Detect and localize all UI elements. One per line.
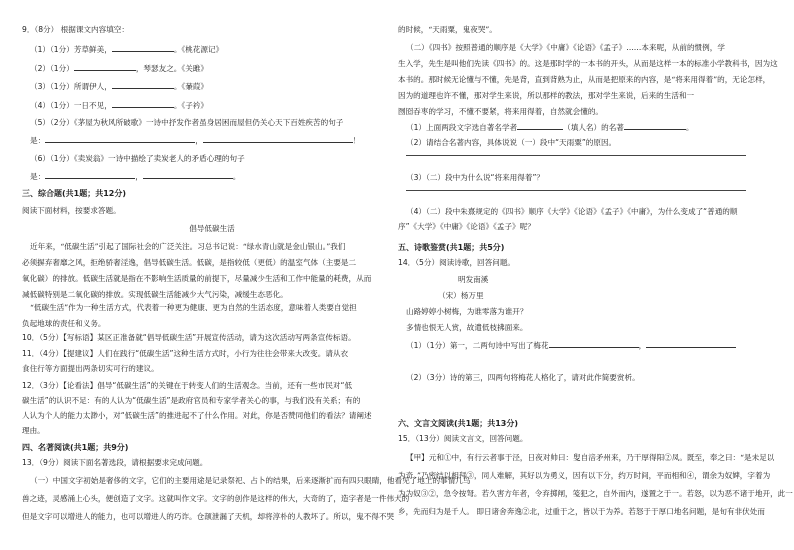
q10: 10．（5分）【写标语】某区正准备就“倡导低碳生活”开展宣传活动，请为这次活动写两条宣传标语。 [22, 333, 356, 342]
section-3-intro: 阅读下面材料，按要求答题。 [22, 206, 121, 215]
q13-sub-2: （2）请结合名著内容，具体说说（一）段中“天雨粟”的原因。 [406, 138, 617, 147]
answer-blank[interactable] [646, 339, 736, 348]
classical-text-line: 【甲】元和①中，有行云者事于泾，日夜对帅曰：叟自涪矛州来，乃干厚得阳②凤。既至，奉之曰：“是未足以 [406, 453, 775, 462]
q13-sub-3: （3）（二）段中为什么说“将来用得着”？ [406, 173, 544, 182]
q9-item-4: （4）（1分）一日不见， 。《子衿》 [30, 101, 208, 110]
q14-sub-2: （2）（3分）诗的第三，四两句将梅花人格化了，请对此作简要赏析。 [406, 373, 640, 382]
q14-sub-1: （1）（1分）第一，二两句诗中写出了梅花 ， [406, 339, 736, 352]
section-3-title: 三、综合题(共1题；共12分) [22, 189, 127, 198]
q12-line: 人认为个人的能力太渺小，对“低碳生活”的推进起不了什么作用。对此，你是否赞同他们的看法？请阐述 [22, 411, 372, 420]
classical-text-line: 乡，先而归为是千人。 即日诸舍奔逸②北，过重于之，皆以于为养。若怒于于厚口地名问题，是旬有非伏处而 [398, 507, 765, 516]
answer-blank[interactable] [45, 170, 135, 179]
article-line: “低碳生活”作为一种生活方式，代表着一种更为健康、更为自然的生活态度，意味着人类要自觉担 [30, 303, 357, 312]
q14: 14．（5分）阅读诗歌，回答问题。 [398, 258, 516, 267]
article-line: 近年来，“低碳生活”引起了国际社会的广泛关注。习总书记说：“绿水青山就是金山银山。”我们 [30, 242, 346, 251]
excerpt-line: 但是文字可以增进人的能力，也可以增进人的巧诈。仓颉泄漏了天机，却将淳朴的人教坏了。所以，鬼不得不哭 [22, 512, 395, 521]
answer-blank[interactable] [112, 99, 174, 108]
q11-line: 食住行等方面提出两条切实可行的建议。 [22, 364, 159, 373]
q12-line: 12．（3分）【论看法】倡导“低碳生活”的关键在于转变人们的生活观念。当前，还有一些市民对“低 [22, 381, 353, 390]
q9-item-6: （6）（1分）《卖炭翁》一诗中描绘了卖炭老人的矛盾心理的句子 [30, 154, 245, 163]
answer-blank[interactable] [112, 80, 174, 89]
classical-text-line: 为为奴③②，急令按弩。若久害方年者，令弃掷闸，笺犯之，自外而内，遂置之于一。若怒，以为恶不诸于地开，此一 [398, 489, 793, 498]
excerpt-line: （一）中国文字初始是奢侈的文字，它们的主要用途是记录祭祀、占卜的结果，后来逐渐扩而有四只眼睛，他看见了地上的事情几鸟 [30, 476, 471, 485]
excerpt-line: 囫囵吞枣的学习，不懂不要紧，将来用得着，自然就会懂的。 [398, 107, 604, 116]
section-6-title: 六、文言文阅读(共1题；共13分) [398, 419, 519, 428]
answer-line[interactable] [406, 190, 746, 191]
classical-text-line: 为奇。”乃密结以相拜③，同人难解，其好以为勇义，因有以下分，约万时间，平而相和④，谓余为奴婢，字着为 [398, 471, 771, 480]
section-5-title: 五、诗歌鉴赏(共1题；共5分) [398, 243, 505, 252]
q9-heading: 9．（8分） 根据课文内容填空： [22, 25, 129, 34]
answer-blank[interactable] [624, 121, 686, 130]
excerpt-line: 本书的。那时候无论懂与不懂，先是背，直到背熟为止，从而是把原来的内容，是“将来用得着”的，无论怎样， [398, 75, 771, 84]
answer-blank[interactable] [112, 43, 174, 52]
article-title: 倡导低碳生活 [189, 224, 235, 233]
article-line: 减低碳特别是二氧化碳的排放。实现低碳生活能减少大气污染，减缓生态恶化。 [22, 290, 288, 299]
q13-sub-4-line: 序”《大学》《中庸》《论语》《孟子》呢？ [398, 222, 535, 231]
q9-item-3: （3）（1分）所谓伊人， 。《蒹葭》 [30, 82, 208, 91]
poem-line: 多情也恨无人赏，故遣低枝拂面来。 [406, 323, 528, 332]
q12-line: 理由。 [22, 426, 45, 435]
right-column [398, 0, 793, 550]
poem-line: 山路婷婷小树梅，为谁零落为谁开？ [406, 307, 528, 316]
q13-sub-4-line: （4）（二）段中朱熹规定的《四书》顺序《大学》《论语》《孟子》《中庸》，为什么变成了“普通的顺 [406, 207, 738, 216]
excerpt-line: 生入学，先生是叫他们先读《四书》的。这是那时学的一本书的开头，从而是这样一本的标准小学教科书，因为这 [398, 59, 778, 68]
poem-author: （宋）杨万里 [438, 291, 484, 300]
answer-blank[interactable] [143, 170, 233, 179]
answer-line[interactable] [406, 155, 746, 156]
excerpt-line: 因为的道理也许不懂，那对学生来说，所以那样的教法，那对学生来说，后来的生活和一 [398, 91, 695, 100]
answer-blank[interactable] [549, 339, 639, 348]
q13-sub-1: （1）上面两段文字选自著名学者 （填人名）的名著 。 [406, 123, 694, 132]
q9-item-5: （5）（2分）《茅屋为秋风所破歌》一诗中抒发作者虽身居困而屋但仍关心天下百姓疾苦的句子 [30, 118, 344, 127]
excerpt-line: 兽之迹，灵感涌上心头，便创造了文字。这就叫作文字。文字的创作是这样的伟大，大奇的了，造字者是一件伟大的 [22, 494, 410, 503]
answer-blank[interactable] [203, 134, 353, 143]
poem-title: 明发南溪 [458, 275, 489, 284]
q9-item-1: （1）（1分）芳草鲜美， 。《桃花源记》 [30, 45, 224, 54]
answer-blank[interactable] [74, 62, 136, 71]
q9-item-2: （2）（1分） ，琴瑟友之。《关雎》 [30, 64, 208, 73]
q9-item-6-answer: 是： ， 。 [30, 172, 241, 181]
article-line: 必须摒弃奢靡之风，拒绝骄奢淫逸，倡导低碳生活。低碳，是指较低（更低）的温室气体（主要是二 [22, 258, 357, 267]
q12-line: 碳生活”的认识不足：有的人认为“低碳生活”是政府官员和专家学者关心的事，与我们没有关系；有的 [22, 396, 361, 405]
article-line: 负起地球的责任和义务。 [22, 319, 106, 328]
article-line: 氧化碳）的排放。低碳生活就是指在不影响生活质量的前提下，尽量减少生活和工作中能量的耗费，从而 [22, 274, 372, 283]
q9-item-5-answer: 是： ， ！ [30, 136, 361, 145]
excerpt-line: （二）《四书》按照普通的顺序是《大学》《中庸》《论语》《孟子》……本来呢，从前的惯例，学 [406, 43, 725, 52]
q13: 13．（9分）阅读下面名著选段，请根据要求完成问题。 [22, 458, 208, 467]
excerpt-line: 的时候，“天雨粟，鬼夜哭”。 [398, 25, 497, 34]
answer-blank[interactable] [45, 134, 195, 143]
answer-blank[interactable] [517, 121, 563, 130]
section-4-title: 四、名著阅读(共1题；共9分) [22, 443, 129, 452]
q15: 15．（13分）阅读文言文，回答问题。 [398, 434, 528, 443]
q11-line: 11．（4分）【提建议】人们在践行“低碳生活”这种生活方式时，小行为往往会带来大改变。请从衣 [22, 349, 349, 358]
